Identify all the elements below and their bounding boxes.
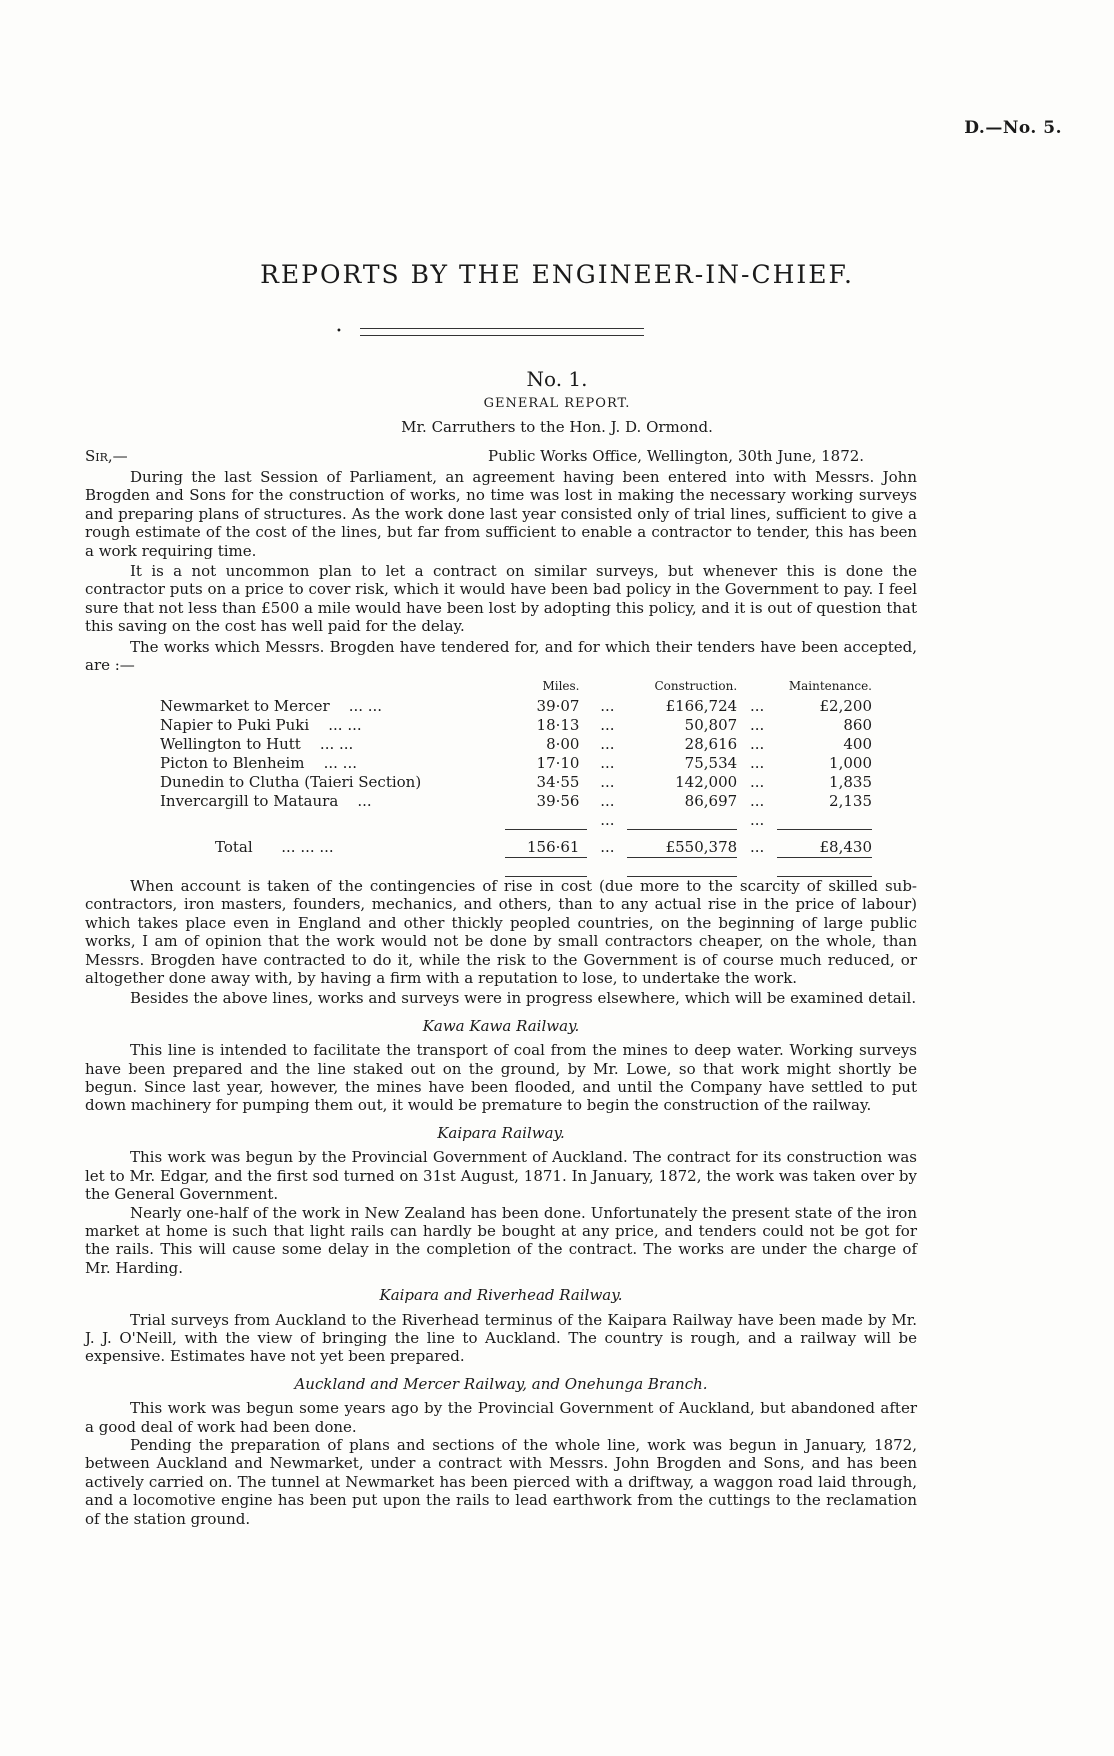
- construction-value: 50,807: [684, 715, 738, 734]
- intro-text: [85, 468, 917, 674]
- table-dots: ...: [600, 772, 615, 791]
- section-paragraph: This work was begun by the Provincial Government of Auckland. The contract for its construction was let to Mr. Edgar, and the first sod turned on 31st August, 1871. In January, 1872, the work was taken over by the General Government.: [85, 1148, 917, 1204]
- body-paragraph: Besides the above lines, works and surveys were in progress elsewhere, which will be examined detail.: [130, 989, 917, 1008]
- section-paragraph: Nearly one-half of the work in New Zealand has been done. Unfortunately the present state of the iron market at home is such that light rails can hardly be bought at any price, and tenders could not be got for the rails. This will cause some delay in the completion of the contract. The works are under the charge of Mr. Harding.: [85, 1203, 917, 1277]
- construction-value: 75,534: [684, 753, 738, 772]
- dateline: Public Works Office, Wellington, 30th June, 1872.: [488, 447, 865, 465]
- maintenance-value: £2,200: [819, 696, 872, 715]
- section-heading: Auckland and Mercer Railway, and Onehunga Branch.: [294, 1374, 708, 1393]
- table-dots: ...: [749, 838, 765, 856]
- miles-value: 8·00: [546, 734, 580, 753]
- maintenance-value: 1,835: [829, 772, 872, 791]
- table-dots: ...: [749, 753, 765, 772]
- line-name: Wellington to Hutt ... ...: [160, 734, 354, 753]
- table-dots: ...: [600, 838, 615, 856]
- report-subtitle: GENERAL REPORT.: [483, 396, 631, 411]
- table-total-row: [160, 829, 872, 857]
- intro-paragraph: The works which Messrs. Brogden have tendered for, and for which their tenders have been accepted, are :—: [85, 637, 917, 675]
- miles-value: 39·07: [536, 696, 580, 715]
- table-row: [160, 753, 872, 772]
- table-dots: ...: [749, 696, 765, 715]
- header-miles: Miles.: [542, 679, 580, 693]
- section-heading: Kaipara and Riverhead Railway.: [379, 1286, 623, 1305]
- section-paragraph: Trial surveys from Auckland to the Riverhead terminus of the Kaipara Railway have been made by Mr. J. J. O'Neill, with the view of bringing the line to Auckland. The country is rough, and a railway will be expensive. Estimates have not yet been prepared.: [85, 1310, 917, 1366]
- line-name: Dunedin to Clutha (Taieri Section): [160, 772, 422, 791]
- table-dots: ...: [749, 715, 765, 734]
- table-row: [160, 715, 872, 734]
- table-dots: ...: [600, 753, 615, 772]
- maintenance-value: 2,135: [829, 791, 872, 810]
- table-header-row: [160, 676, 872, 696]
- construction-value: 142,000: [675, 772, 738, 791]
- line-name: Napier to Puki Puki ... ...: [160, 715, 362, 734]
- total-label: Total ... ... ...: [215, 838, 334, 856]
- sections: [85, 1017, 917, 1528]
- table-dots: ...: [600, 696, 615, 715]
- report-addressee: Mr. Carruthers to the Hon. J. D. Ormond.: [401, 418, 713, 436]
- title-rule-dot: •: [336, 326, 342, 337]
- section-paragraph: This work was begun some years ago by the Provincial Government of Auckland, but abandoned after a good deal of work had been done.: [85, 1399, 917, 1436]
- intro-paragraph: During the last Session of Parliament, an agreement having been entered into with Messrs. John Brogden and Sons for the construction of works, no time was lost in making the necessary working surveys and preparing plans of structures. As the work done last year consisted only of trial lines, sufficient to give a rough estimate of the cost of the lines, but far from sufficient to enable a contractor to tender, this has been a work requiring time.: [85, 468, 917, 560]
- miles-value: 18·13: [536, 715, 580, 734]
- construction-value: £166,724: [665, 696, 738, 715]
- table-dots: ...: [600, 791, 615, 810]
- table-dots: ...: [600, 810, 615, 829]
- total-miles: 156·61: [526, 838, 580, 856]
- title-rule: [360, 328, 644, 336]
- table-row: [160, 734, 872, 753]
- maintenance-value: 1,000: [829, 753, 872, 772]
- table-dots: ...: [749, 810, 765, 829]
- body-paragraph: When account is taken of the contingencies of rise in cost (due more to the scarcity of skilled sub-contractors, iron masters, founders, mechanics, and others, than to any actual rise in the price of labour) which takes place even in England and other thickly peopled countries, on the beginning of large public works, I am of opinion that the work would not be done by small contractors cheaper, on the whole, than Messrs. Brogden have contracted to do it, while the risk to the Government is of course much reduced, or altogether done away with, by having a firm with a reputation to lose, to undertake the work.: [85, 877, 917, 988]
- table-dots: ...: [749, 791, 765, 810]
- section-heading: Kawa Kawa Railway.: [422, 1016, 580, 1035]
- page-title: REPORTS BY THE ENGINEER-IN-CHIEF.: [260, 260, 854, 289]
- table-dots: ...: [600, 715, 615, 734]
- construction-value: 28,616: [684, 734, 738, 753]
- salutation: Sir,—: [85, 447, 128, 465]
- table-dots: ...: [749, 772, 765, 791]
- section-paragraph: Pending the preparation of plans and sections of the whole line, work was begun in January, 1872, between Auckland and Newmarket, under a contract with Messrs. John Brogden and Sons, and has been actively carried on. The tunnel at Newmarket has been pierced with a driftway, a waggon road laid through, and a locomotive engine has been put upon the rails to lead earthwork from the cuttings to the reclamation of the station ground.: [85, 1435, 917, 1528]
- total-construction: £550,378: [665, 838, 738, 856]
- intro-paragraph: It is a not uncommon plan to let a contract on similar surveys, but whenever this is done the contractor puts on a price to cover risk, which it would have been bad policy in the Government to pay. I feel sure that not less than £500 a mile would have been lost by adopting this policy, and it is out of question that this saving on the cost has well paid for the delay.: [85, 562, 917, 636]
- report-number: No. 1.: [526, 367, 588, 391]
- total-maintenance: £8,430: [819, 838, 872, 856]
- miles-value: 39·56: [536, 791, 580, 810]
- construction-value: 86,697: [684, 791, 738, 810]
- table-row: [160, 791, 872, 810]
- line-name: Newmarket to Mercer ... ...: [160, 696, 383, 715]
- table-dots: ...: [749, 734, 765, 753]
- maintenance-value: 400: [843, 734, 872, 753]
- table-row: [160, 696, 872, 715]
- page-reference: D.—No. 5.: [964, 118, 1062, 138]
- miles-value: 17·10: [536, 753, 580, 772]
- line-name: Picton to Blenheim ... ...: [160, 753, 357, 772]
- main-text: [85, 877, 917, 1528]
- section-paragraph: This line is intended to facilitate the transport of coal from the mines to deep water. Working surveys have been prepared and the line staked out on the ground, by Mr. Lowe, so that work might shortly be begun. Since last year, however, the mines have been flooded, and until the Company have settled to put down machinery for pumping them out, it would be premature to begin the construction of the railway.: [85, 1041, 917, 1115]
- header-maintenance: Maintenance.: [788, 679, 872, 693]
- works-table: [160, 676, 872, 877]
- table-dots: ...: [600, 734, 615, 753]
- line-name: Invercargill to Mataura ...: [160, 791, 372, 810]
- maintenance-value: 860: [843, 715, 872, 734]
- section-heading: Kaipara Railway.: [437, 1123, 565, 1142]
- table-row: [160, 772, 872, 791]
- header-construction: Construction.: [654, 679, 738, 693]
- miles-value: 34·55: [536, 772, 580, 791]
